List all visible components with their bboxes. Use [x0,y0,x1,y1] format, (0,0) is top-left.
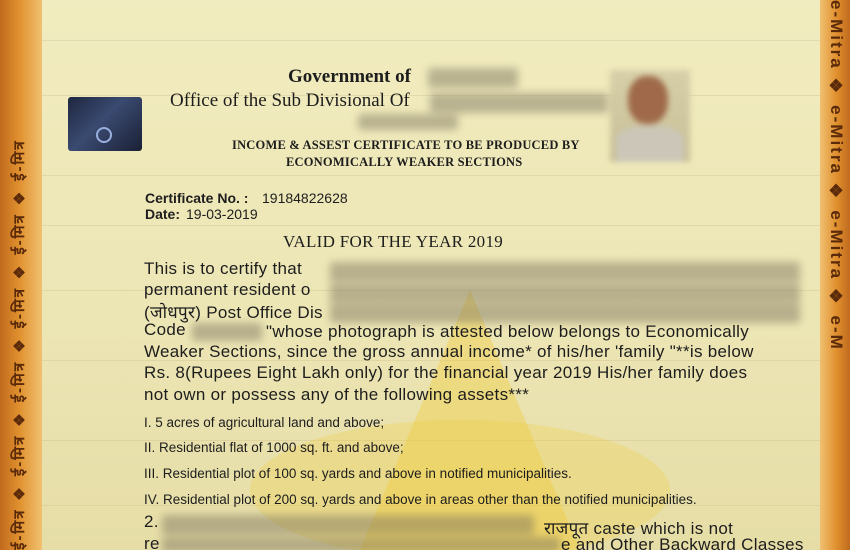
right-border [820,0,850,550]
redacted-address [330,283,800,303]
body-line-2: permanent resident o [144,280,311,299]
redacted-state [428,68,518,88]
body-line-4: "whose photograph is attested below belongs to Economically [266,322,750,341]
redacted-item-2 [162,515,534,535]
redacted-pincode [192,323,262,341]
rule-line [40,175,820,176]
redacted-office [430,93,608,113]
body-line-4-code: Code [144,320,186,339]
valid-for-year: VALID FOR THE YEAR 2019 [283,232,504,251]
item-2-number: 2. [144,512,159,531]
rule-line [40,225,820,226]
right-border-text: e-Mitra ❖ e-Mitra ❖ e-Mitra ❖ e-M [827,0,846,351]
applicant-photo [610,70,690,162]
last-line-start: re [144,534,160,550]
asset-item: IV. Residential plot of 200 sq. yards and above in areas other than the notified municipalities. [144,492,697,507]
redacted-name [330,262,800,282]
hologram-seal [68,97,142,151]
header-office: Office of the Sub Divisional Of [170,90,410,111]
certificate-title-line2: ECONOMICALLY WEAKER SECTIONS [286,155,523,169]
left-border-text: ई-मित्र ❖ ई-मित्र ❖ ई-मित्र ❖ ई-मित्र ❖ ई-मित्र ❖ ई-मित्र [11,139,28,550]
photo-shirt [616,126,684,162]
asset-item: II. Residential flat of 1000 sq. ft. and above; [144,440,404,455]
certificate-number: 19184822628 [262,190,348,206]
item-2-text: राजपूत caste which is not [544,519,734,538]
certificate-number-label: Certificate No. : [145,190,249,206]
certificate-title-line1: INCOME & ASSEST CERTIFICATE TO BE PRODUCED BY [232,138,580,152]
body-line-3: (जोधपुर) Post Office Dis [144,303,323,322]
hologram-ring-icon [96,127,112,143]
photo-head [628,76,668,124]
body-line-5: Weaker Sections, since the gross annual income* of his/her 'family "**is below [144,342,754,361]
redacted-office-line2 [358,114,458,130]
header-government: Government of [288,66,411,87]
certificate-date: 19-03-2019 [186,206,258,222]
body-line-6: Rs. 8(Rupees Eight Lakh only) for the financial year 2019 His/her family does [144,363,748,382]
last-line-end: e and Other Backward Classes [561,535,804,550]
left-border [0,0,42,550]
redacted-district [330,303,800,323]
body-line-1: This is to certify that [144,259,303,278]
date-label: Date: [145,206,181,222]
asset-item: III. Residential plot of 100 sq. yards and above in notified municipalities. [144,466,572,481]
redacted-last-line [162,537,560,550]
asset-item: I. 5 acres of agricultural land and above; [144,415,385,430]
body-line-7: not own or possess any of the following assets*** [144,385,530,404]
rule-line [40,40,820,41]
